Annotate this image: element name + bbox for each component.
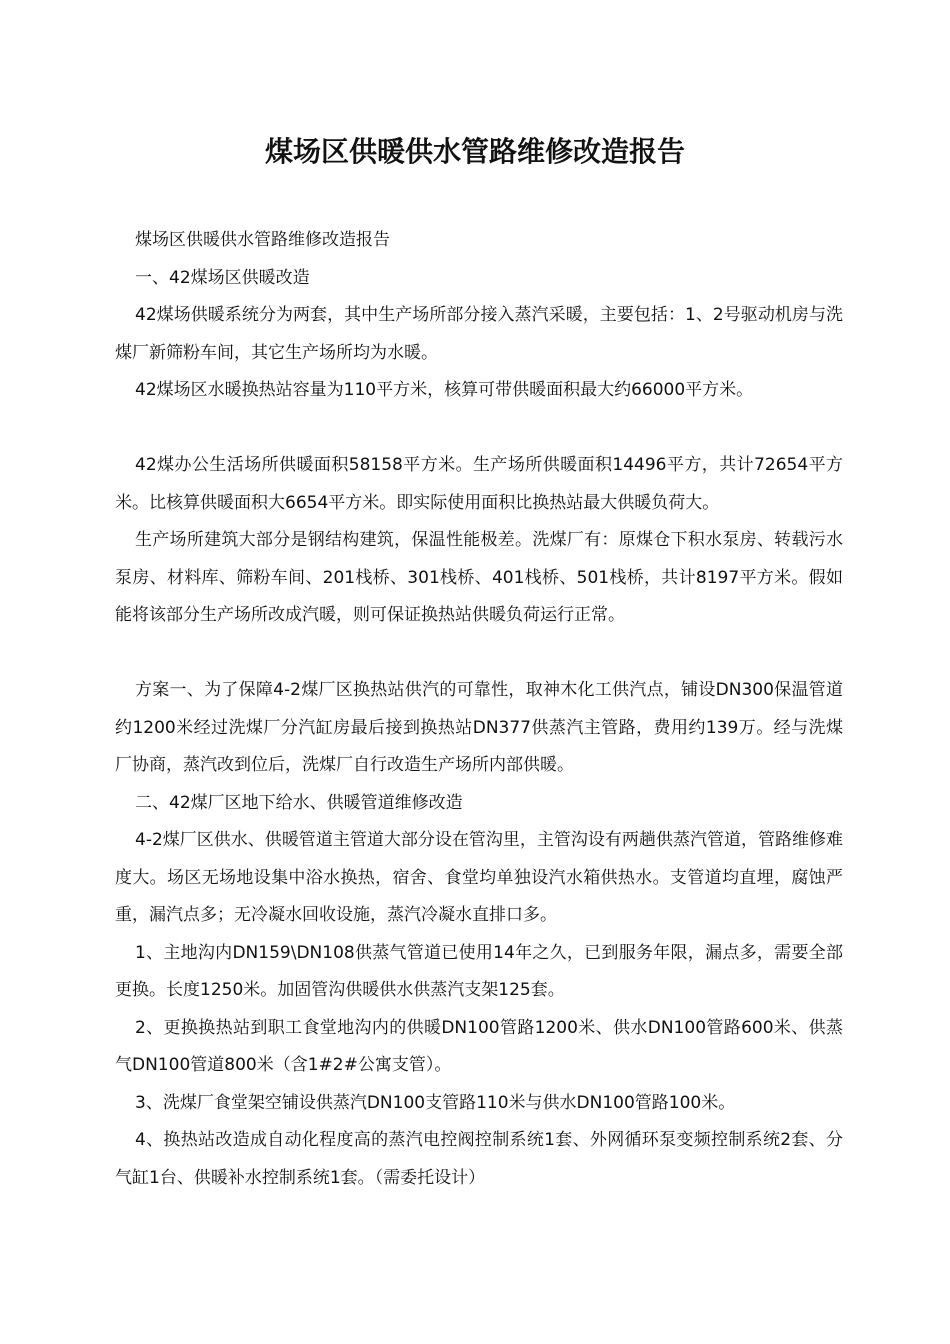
section-heading-1: 一、42煤场区供暖改造	[135, 267, 310, 288]
list-item: 2、更换换热站到职工食堂地沟内的供暖DN100管路1200米、供水DN100管路600米、供蒸气DN100管道800米（含1#2#公寓支管）。	[115, 1017, 843, 1075]
paragraph: 生产场所建筑大部分是钢结构建筑，保温性能极差。洗煤厂有：原煤仓下积水泵房、转载污水泵房、材料库、筛粉车间、201栈桥、301栈桥、401栈桥、501栈桥，共计8197平方米。假如能将该部分生产场所改成汽暖，则可保证换热站供暖负荷运行正常。	[115, 530, 843, 625]
paragraph-subtitle: 煤场区供暖供水管路维修改造报告	[135, 230, 390, 250]
list-item: 1、主地沟内DN159\DN108供蒸气管道已使用14年之久，已到服务年限，漏点多，需要全部更换。长度1250米。加固管沟供暖供水供蒸汽支架125套。	[115, 942, 843, 1000]
paragraph: 4-2煤厂区供水、供暖管道主管道大部分设在管沟里，主管沟设有两趟供蒸汽管道，管路维修难度大。场区无场地设集中浴水换热，宿舍、食堂均单独设汽水箱供热水。支管道均直埋，腐蚀严重，漏汽点多；无冷凝水回收设施，蒸汽冷凝水直排口多。	[115, 830, 843, 925]
paragraph: 42煤办公生活场所供暖面积58158平方米。生产场所供暖面积14496平方，共计72654平方米。比核算供暖面积大6654平方米。即实际使用面积比换热站最大供暖负荷大。	[115, 455, 843, 513]
blank-line	[115, 410, 843, 448]
blank-line	[115, 635, 843, 673]
paragraph: 42煤场供暖系统分为两套，其中生产场所部分接入蒸汽采暖，主要包括：1、2号驱动机房与洗煤厂新筛粉车间，其它生产场所均为水暖。	[115, 305, 843, 363]
list-item: 3、洗煤厂食堂架空铺设供蒸汽DN100支管路110米与供水DN100管路100米。	[135, 1092, 736, 1113]
list-item: 4、换热站改造成自动化程度高的蒸汽电控阀控制系统1套、外网循环泵变频控制系统2套、分气缸1台、供暖补水控制系统1套。（需委托设计）	[115, 1130, 843, 1188]
paragraph: 42煤场区水暖换热站容量为110平方米，核算可带供暖面积最大约66000平方米。	[135, 380, 754, 400]
document-body	[115, 222, 843, 1197]
paragraph-plan-one: 方案一、为了保障4-2煤厂区换热站供汽的可靠性，取神木化工供汽点，铺设DN300保温管道约1200米经过洗煤厂分汽缸房最后接到换热站DN377供蒸汽主管路，费用约139万。经与洗煤厂协商，蒸汽改到位后，洗煤厂自行改造生产场所内部供暖。	[115, 680, 843, 775]
document-title: 煤场区供暖供水管路维修改造报告	[264, 135, 685, 168]
section-heading-2: 二、42煤厂区地下给水、供暖管道维修改造	[135, 792, 463, 813]
